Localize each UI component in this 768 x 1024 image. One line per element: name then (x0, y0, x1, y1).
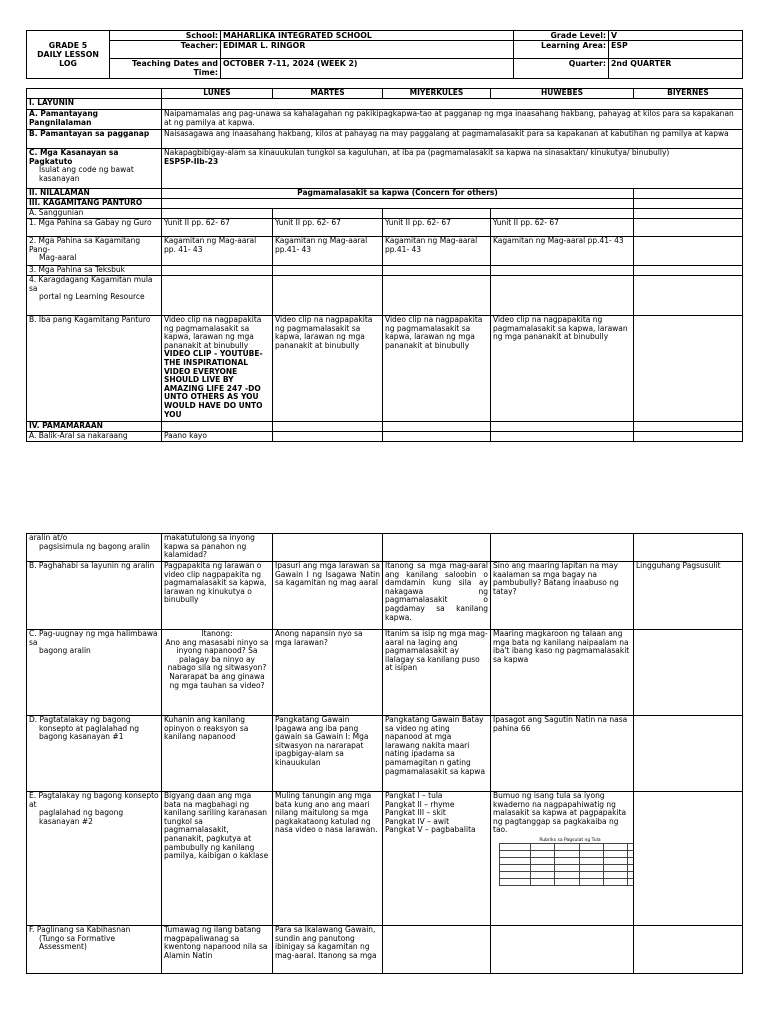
lesson-table-page1 (26, 88, 743, 442)
cell: Lingguhang Pagsusulit (634, 562, 743, 630)
lesson-table-page2 (26, 533, 743, 974)
cell: Yunit II pp. 62- 67 (162, 219, 273, 237)
grade-label: Grade Level: (514, 31, 609, 41)
cell: Sino ang maaring lapitan na may kaalaman sa mga bagay na pambubully? Batang inaabuso ng tatay? (491, 562, 634, 630)
quarter-label: Quarter: (514, 59, 609, 79)
row-label: F. Paglinang sa Kabihasnan (Tungo sa Formative Assessment) (27, 926, 162, 974)
cell: Yunit II pp. 62- 67 (383, 219, 491, 237)
section-heading: I. LAYUNIN (27, 99, 162, 110)
row-label: aralin at/o pagsisimula ng bagong aralin (27, 534, 162, 562)
teacher-value: EDIMAR L. RINGOR (221, 41, 514, 59)
competency-code: ESP5P-IIb-23 (164, 156, 219, 166)
area-value: ESP (609, 41, 743, 59)
dates-value: OCTOBER 7-11, 2024 (WEEK 2) (221, 59, 514, 79)
quarter-value: 2nd QUARTER (609, 59, 743, 79)
cell: Kagamitan ng Mag-aaral pp.41- 43 (491, 237, 634, 266)
day-header: LUNES (162, 89, 273, 99)
row-label: A. Balik-Aral sa nakaraang (27, 432, 162, 442)
cell: Video clip na nagpapakita ng pagmamalasakit sa kapwa, larawan ng mga pananakit at binubully VIDEO CLIP - YOUTUBE- THE INSPIRATIONAL VIDEO EVERYONE SHOULD LIVE BY AMAZING LIFE 247 -DO UNTO OTHERS AS YOU WOULD HAVE DO UNTO YOU (162, 316, 273, 422)
cell: Pangkatang Gawain Ipagawa ang iba pang gawain sa Gawain I: Mga sitwasyon na nararapat ipagbigay-alam sa kinauukulan (273, 716, 383, 792)
cell: Kagamitan ng Mag-aaral pp.41- 43 (383, 237, 491, 266)
row-label: B. Paghahabi sa layunin ng aralin (27, 562, 162, 630)
row-content: Naisasagawa ang inaasahang hakbang, kilos at pahayag na may paggalang at pagmamalasakit para sa kapakanan at kabutihan ng pamilya at kapwa (162, 130, 743, 149)
row-content: Nakapagbibigay-alam sa kinauukulan tungkol sa kaguluhan, at iba pa (pagmamalasakit sa kapwa na sinasaktan/ kinukutya/ binubully) ESP5P-IIb-23 (162, 149, 743, 189)
cell: Itanim sa isip ng mga mag-aaral na laging ang pagmamalasakit ay ilalagay sa kanilang puso at isipan (383, 630, 491, 716)
cell: Ipasagot ang Sagutin Natin na nasa pahina 66 (491, 716, 634, 792)
dates-label: Teaching Dates and Time: (110, 59, 221, 79)
topic-title: Pagmamalasakit sa kapwa (Concern for others) (162, 189, 634, 199)
row-label: A. Sanggunian (27, 209, 162, 219)
dll-title: GRADE 5 DAILY LESSON LOG (27, 31, 110, 79)
cell: Paano kayo (162, 432, 273, 442)
cell: Pangkatang Gawain Batay sa video ng ating napanood at mga larawang nakita maari nating ipadama sa pamamagitan n gating pagmamalasakit sa kapwa (383, 716, 491, 792)
row-label: B. Iba pang Kagamitang Panturo (27, 316, 162, 422)
section-heading: IV. PAMAMARAAN (27, 422, 162, 432)
section-heading: II. NILALAMAN (27, 189, 162, 199)
cell: Pangkat I – tula Pangkat II – rhyme Pangkat III – skit Pangkat IV – awit Pangkat V – pagbabalita (383, 792, 491, 926)
area-label: Learning Area: (514, 41, 609, 59)
cell: Yunit II pp. 62- 67 (491, 219, 634, 237)
cell: Pagpapakita ng larawan o video clip nagpapakita ng pagmamalasakit sa kapwa, larawan ng kinukutya o binubully (162, 562, 273, 630)
cell: Tumawag ng ilang batang magpapaliwanag sa kwentong napanood nila sa Alamin Natin (162, 926, 273, 974)
row-label: 2. Mga Pahina sa Kagamitang Pang- Mag-aaral (27, 237, 162, 266)
day-header-row (27, 89, 743, 99)
cell: Ipasuri ang mga larawan sa Gawain I ng Isagawa Natin sa kagamitan ng mag aaral (273, 562, 383, 630)
header-table (26, 30, 743, 79)
cell: Para sa Ikalawang Gawain, sundin ang panutong ibinigay sa kagamitan ng mag-aaral. Itanong sa mga (273, 926, 383, 974)
cell: Muling tanungin ang mga bata kung ano ang maari nilang maitulong sa mga pagkakataong katulad ng nasa video o nasa larawan. (273, 792, 383, 926)
row-label: B. Pamantayan sa pagganap (27, 130, 162, 149)
row-label: 4. Karagdagang Kagamitan mula sa portal ng Learning Resource (27, 276, 162, 316)
day-header: BIYERNES (634, 89, 743, 99)
cell: Itanong sa mga mag-aaral ang kanilang saloobin o damdamin kung sila ay nakagawa ng pagmamalasakit o pagdamay sa kanilang kapwa. (383, 562, 491, 630)
cell: Bumuo ng isang tula sa iyong kwaderno na nagpapahiwatig ng malasakit sa kapwa at pagpapakita ng pagtanggap sa pagkakaiba ng tao. Rubriks sa Pagsulat ng Tula (491, 792, 634, 926)
row-label: E. Pagtalakay ng bagong konsepto at paglalahad ng bagong kasanayan #2 (27, 792, 162, 926)
cell: makatutulong sa inyong kapwa sa panahon ng kalamidad? (162, 534, 273, 562)
cell: Video clip na nagpapakita ng pagmamalasakit sa kapwa, larawan ng mga pananakit at binubully (273, 316, 383, 422)
cell: Anong napansin nyo sa mga larawan? (273, 630, 383, 716)
row-label: C. Mga Kasanayan sa Pagkatuto Isulat ang code ng bawat kasanayan (27, 149, 162, 189)
row-content: Naipamamalas ang pag-unawa sa kahalagahan ng pakikipagkapwa-tao at pagganap ng mga inaasahang hakbang, pahayag at kilos para sa kapakanan at ng pamilya at kapwa. (162, 110, 743, 130)
row-label: 1. Mga Pahina sa Gabay ng Guro (27, 219, 162, 237)
cell: Kagamitan ng Mag-aaral pp. 41- 43 (162, 237, 273, 266)
day-header: HUWEBES (491, 89, 634, 99)
school-label: School: (110, 31, 221, 41)
cell: Video clip na nagpapakita ng pagmamalasakit sa kapwa, larawan ng mga pananakit at binubully (491, 316, 634, 422)
cell: Yunit II pp. 62- 67 (273, 219, 383, 237)
row-label: A. Pamantayang Pangnilalaman (27, 110, 162, 130)
cell: Kuhanin ang kanilang opinyon o reaksyon sa kanilang napanood (162, 716, 273, 792)
day-header: MIYERKULES (383, 89, 491, 99)
row-label: C. Pag-uugnay ng mga halimbawa sa bagong aralin (27, 630, 162, 716)
grade-value: V (609, 31, 743, 41)
day-header: MARTES (273, 89, 383, 99)
teacher-label: Teacher: (110, 41, 221, 59)
section-heading: III. KAGAMITANG PANTURO (27, 199, 162, 209)
cell: Bigyang daan ang mga bata na magbahagi ng kanilang sariling karanasan tungkol sa pagmamalasakit, pananakit, pagkutya at pambubully ng kanilang pamilya, kaibigan o kaklase (162, 792, 273, 926)
cell: Video clip na nagpapakita ng pagmamalasakit sa kapwa, larawan ng mga pananakit at binubully (383, 316, 491, 422)
row-label: 3. Mga Pahina sa Teksbuk (27, 266, 162, 276)
cell: Maaring magkaroon ng talaan ang mga bata ng kanilang naipaalam na iba't ibang kaso ng pagmamalasakit sa kapwa (491, 630, 634, 716)
cell: Kagamitan ng Mag-aaral pp.41- 43 (273, 237, 383, 266)
cell: Itanong: Ano ang masasabi ninyo sa inyong napanood? Sa palagay ba ninyo ay nabago sila ng sitwasyon? Nararapat ba ang ginawa ng mga tauhan sa video? (162, 630, 273, 716)
school-value: MAHARLIKA INTEGRATED SCHOOL (221, 31, 514, 41)
rubric-image: Rubriks sa Pagsulat ng Tula (499, 838, 634, 886)
row-label: D. Pagtatalakay ng bagong konsepto at paglalahad ng bagong kasanayan #1 (27, 716, 162, 792)
